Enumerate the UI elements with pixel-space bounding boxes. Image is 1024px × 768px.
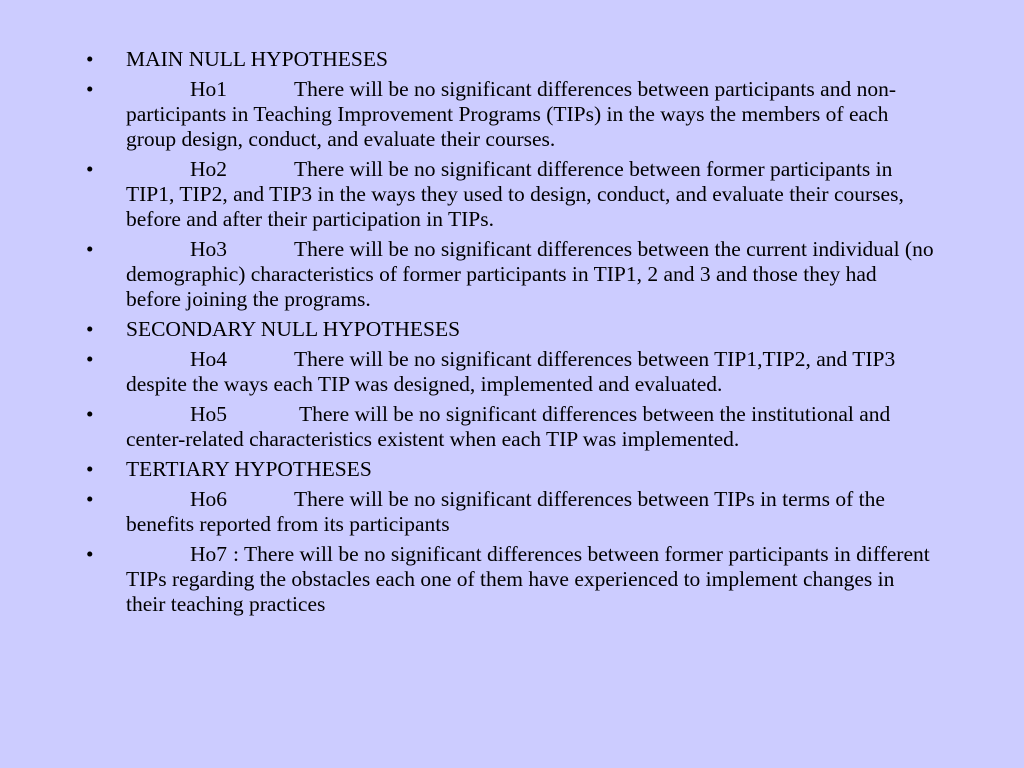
bullet-icon: • xyxy=(86,542,94,566)
hypothesis-text: There will be no significant differences between TIP1,TIP2, and TIP3 despite the ways each TIP was designed, implemented and evaluated. xyxy=(126,347,896,396)
list-item-secondary-heading xyxy=(86,317,936,342)
hypothesis-code: Ho4 xyxy=(190,347,228,371)
hypothesis-text: There will be no significant differences between TIPs in terms of the benefits reported from its participants xyxy=(126,487,885,536)
hypothesis-text: There will be no significant difference between former participants in TIP1, TIP2, and TIP3 in the ways they used to design, conduct, and evaluate their courses, before and after their participation in TIPs. xyxy=(126,157,904,231)
list-item-tertiary-heading xyxy=(86,457,936,482)
list-item-ho2 xyxy=(86,157,936,232)
bullet-icon: • xyxy=(86,317,94,341)
bullet-icon: • xyxy=(86,347,94,371)
bullet-icon: • xyxy=(86,402,94,426)
list-item-ho5 xyxy=(86,402,936,452)
bullet-icon: • xyxy=(86,157,94,181)
section-heading: SECONDARY NULL HYPOTHESES xyxy=(126,317,461,341)
hypothesis-text: There will be no significant differences between the current individual (no demographic) characteristics of former participants in TIP1, 2 and 3 and those they had before joining the programs. xyxy=(126,237,934,311)
hypothesis-code: Ho5 xyxy=(190,402,228,426)
bullet-icon: • xyxy=(86,457,94,481)
hypothesis-code: Ho2 xyxy=(190,157,228,181)
hypothesis-text: There will be no significant differences between participants and non-participants in Teaching Improvement Programs (TIPs) in the ways the members of each group design, conduct, and evaluate their courses. xyxy=(126,77,896,151)
section-heading: MAIN NULL HYPOTHESES xyxy=(126,47,388,71)
hypotheses-list xyxy=(86,47,936,622)
bullet-icon: • xyxy=(86,47,94,71)
list-item-ho6 xyxy=(86,487,936,537)
hypothesis-code: Ho1 xyxy=(190,77,228,101)
bullet-icon: • xyxy=(86,237,94,261)
list-item-ho4 xyxy=(86,347,936,397)
hypothesis-code: Ho6 xyxy=(190,487,228,511)
list-item-main-heading xyxy=(86,47,936,72)
hypothesis-code: Ho7 xyxy=(190,542,228,566)
list-item-ho1 xyxy=(86,77,936,152)
hypothesis-text: There will be no significant differences between the institutional and center-related characteristics existent when each TIP was implemented. xyxy=(126,402,891,451)
list-item-ho3 xyxy=(86,237,936,312)
list-item-ho7 xyxy=(86,542,936,617)
hypothesis-code: Ho3 xyxy=(190,237,228,261)
bullet-icon: • xyxy=(86,487,94,511)
hypothesis-text: : There will be no significant differences between former participants in different TIPs regarding the obstacles each one of them have experienced to implement changes in their teaching practices xyxy=(126,542,930,616)
section-heading: TERTIARY HYPOTHESES xyxy=(126,457,372,481)
bullet-icon: • xyxy=(86,77,94,101)
